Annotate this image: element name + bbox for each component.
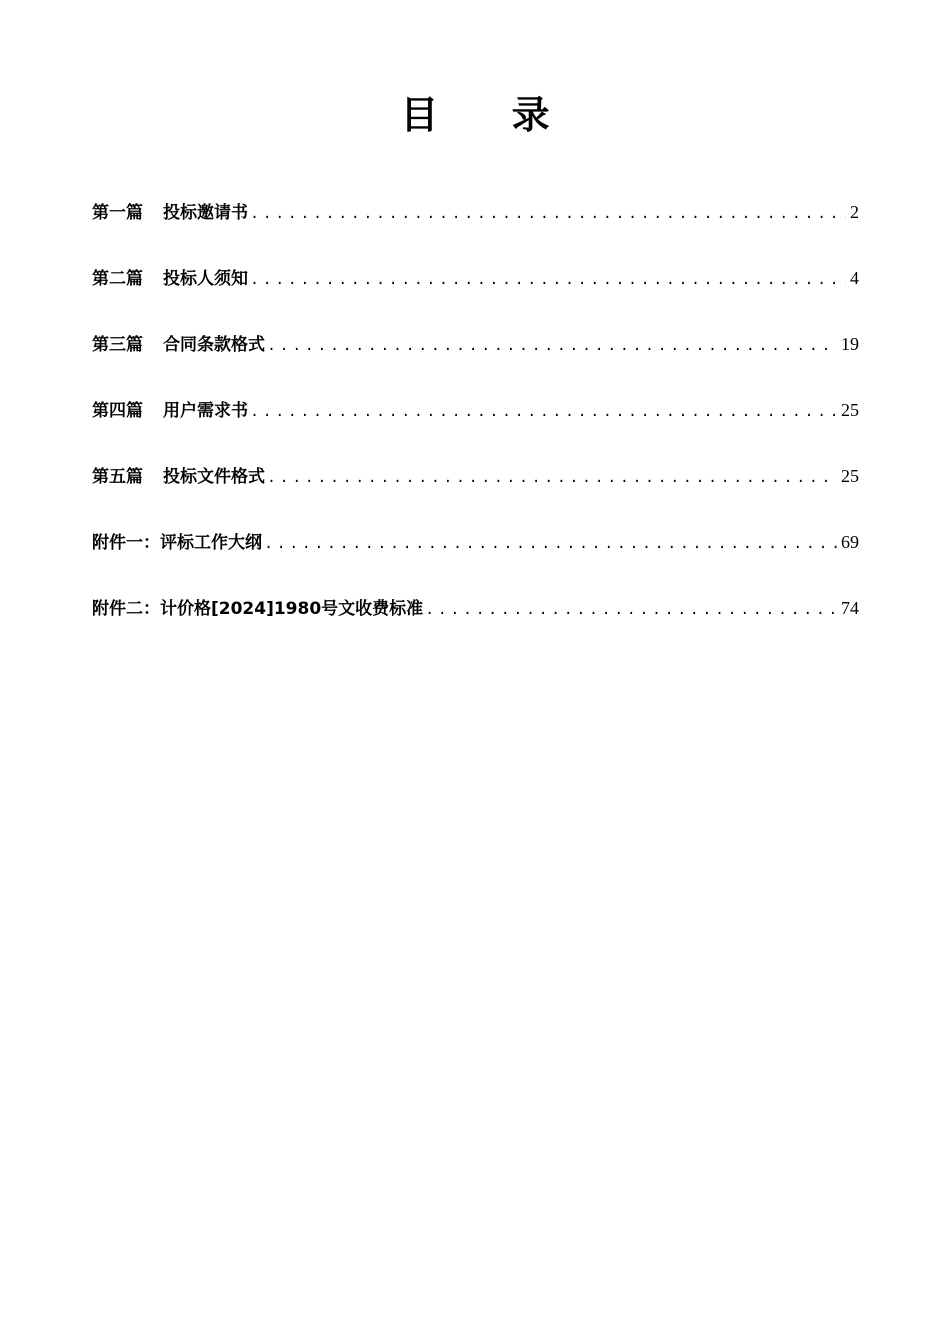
toc-page-number: 19 (841, 334, 859, 354)
toc-dot-leader (425, 595, 837, 627)
toc-section-label: 第一篇 (92, 203, 143, 223)
toc-entry[interactable] (92, 328, 859, 394)
toc-dot-leader (250, 397, 837, 429)
toc-section-label: 附件二： (92, 599, 160, 619)
table-of-contents (92, 196, 859, 658)
toc-dot-leader (267, 331, 837, 363)
toc-entry[interactable] (92, 460, 859, 526)
toc-entry[interactable] (92, 592, 859, 658)
toc-section-label: 第五篇 (92, 467, 143, 487)
toc-entry[interactable] (92, 196, 859, 262)
toc-entry[interactable] (92, 394, 859, 460)
toc-page-number: 74 (841, 598, 859, 618)
toc-heading: 目 录 (400, 92, 580, 137)
toc-section-label: 第三篇 (92, 335, 143, 355)
toc-dot-leader (264, 529, 837, 561)
toc-dot-leader (250, 265, 846, 297)
toc-section-label: 附件一： (92, 533, 160, 553)
toc-entry-title: 合同条款格式 (163, 335, 265, 355)
toc-entry-title: 投标邀请书 (163, 203, 248, 223)
toc-entry-title: 投标文件格式 (163, 467, 265, 487)
toc-entry-title: 计价格[2024]1980号文收费标准 (160, 599, 424, 619)
toc-entry-title: 投标人须知 (163, 269, 248, 289)
toc-page-number: 4 (850, 268, 859, 288)
toc-entry-title: 用户需求书 (163, 401, 248, 421)
toc-page-number: 2 (850, 202, 859, 222)
toc-dot-leader (267, 463, 837, 495)
toc-page-number: 25 (841, 400, 859, 420)
toc-page-number: 69 (841, 532, 859, 552)
toc-entry-title: 评标工作大纲 (160, 533, 262, 553)
toc-section-label: 第四篇 (92, 401, 143, 421)
toc-entry[interactable] (92, 262, 859, 328)
toc-section-label: 第二篇 (92, 269, 143, 289)
toc-page-number: 25 (841, 466, 859, 486)
toc-dot-leader (250, 199, 846, 231)
toc-entry[interactable] (92, 526, 859, 592)
